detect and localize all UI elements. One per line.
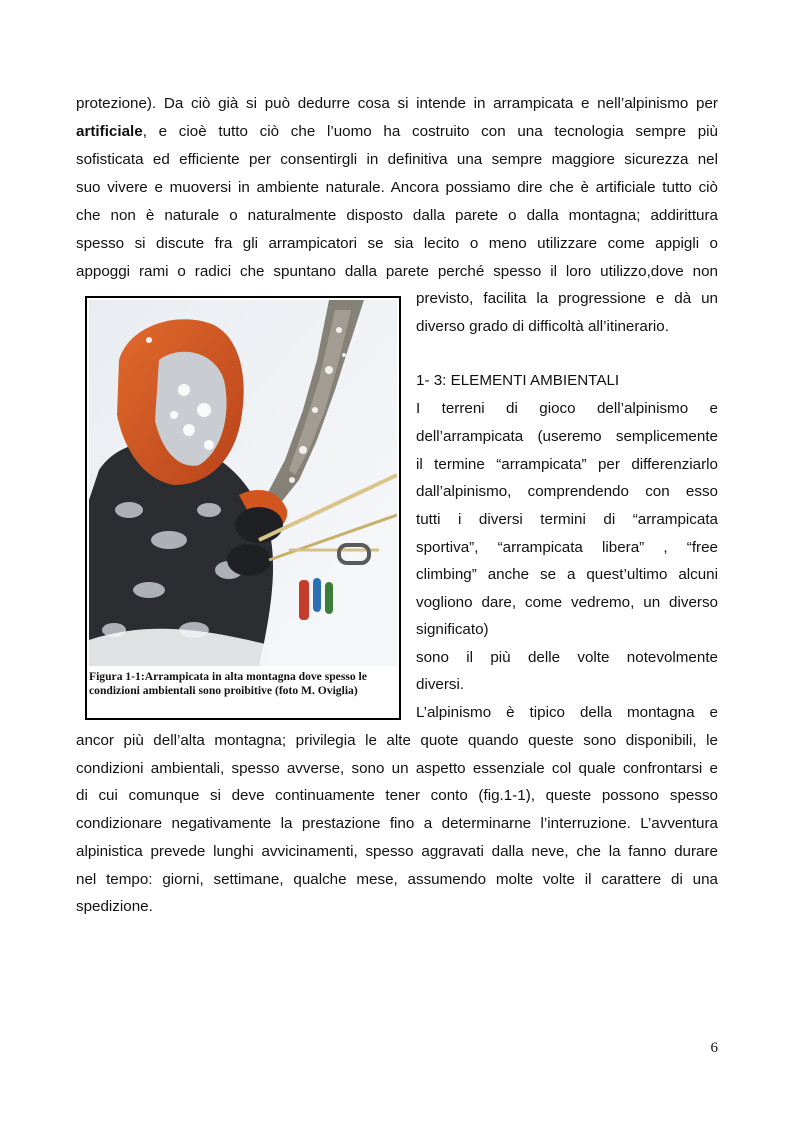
text-line: di cui comunque si deve continuamente tener conto (fig.1-1), queste possono spesso xyxy=(76,787,718,804)
text-line xyxy=(76,123,718,141)
text-line: appoggi rami o radici che spuntano dalla parete perché spesso il loro utilizzo,dove non xyxy=(76,263,718,280)
text-line: protezione). Da ciò già si può dedurre cosa si intende in arrampicata e nell’alpinismo per xyxy=(76,95,718,112)
text-line: climbing” anche se a quest’ultimo alcuni xyxy=(416,566,718,583)
text-line: dell’arrampicata (useremo semplicemente xyxy=(416,428,718,445)
text-line: significato) xyxy=(416,621,489,638)
text-line: sportiva”, “arrampicata libera” , “free xyxy=(416,539,718,556)
text-line: ancor più dell’alta montagna; privilegia le alte quote quando queste sono disponibili, le xyxy=(76,732,718,749)
text-line: che non è naturale o naturalmente disposto dalla parete o dalla montagna; addirittura xyxy=(76,207,718,224)
figure-caption: Figura 1-1:Arrampicata in alta montagna dove spesso le condizioni ambientali sono proibitive (foto M. Oviglia) xyxy=(89,670,367,697)
text-fragment: , e cioè tutto ciò che l’uomo ha costruito con una tecnologia sempre più xyxy=(142,123,718,140)
text-line: spesso si discute fra gli arrampicatori se sia lecito o meno utilizzare come appigli o xyxy=(76,235,718,252)
text-line: diversi. xyxy=(416,676,465,693)
text-line: tutti i diversi termini di “arrampicata xyxy=(416,511,718,528)
section-heading: 1- 3: ELEMENTI AMBIENTALI xyxy=(416,372,620,389)
text-line: diverso grado di difficoltà all’itinerario. xyxy=(416,318,669,335)
page-number: 6 xyxy=(710,1040,718,1056)
text-line: L’alpinismo è tipico della montagna e xyxy=(416,704,718,721)
text-line: sofisticata ed efficiente per consentirgli in definitiva una sempre maggiore sicurezza nel xyxy=(76,151,718,168)
text-line: suo vivere e muoversi in ambiente naturale. Ancora possiamo dire che è artificiale tutto ciò xyxy=(76,179,718,196)
text-line: sono il più delle volte notevolmente xyxy=(416,649,718,666)
text-line: alpinistica prevede lunghi avvicinamenti, spesso aggravati dalla neve, che la fanno durare xyxy=(76,843,718,860)
text-line: nel tempo: giorni, settimane, qualche mese, assumendo molte volte il carattere di una xyxy=(76,871,718,888)
text-line: dall’alpinismo, comprendendo con esso xyxy=(416,483,718,500)
text-line: previsto, facilita la progressione e dà un xyxy=(416,290,718,307)
climber-photo xyxy=(89,300,397,666)
text-line: I terreni di gioco dell’alpinismo e xyxy=(416,400,718,417)
figure-1-1 xyxy=(85,296,401,720)
text-line: condizioni ambientali, spesso avverse, sono un aspetto essenziale col quale confrontarsi e xyxy=(76,760,718,777)
text-line: spedizione. xyxy=(76,898,153,915)
emphasis-term: artificiale xyxy=(76,123,143,140)
text-line: vogliono dare, come vedremo, un diverso xyxy=(416,594,718,611)
text-line: condizionare negativamente la prestazione fino a determinarne l’interruzione. L’avventura xyxy=(76,815,718,832)
text-line: il termine “arrampicata” per differenziarlo xyxy=(416,456,718,473)
climber-illustration xyxy=(89,300,397,666)
